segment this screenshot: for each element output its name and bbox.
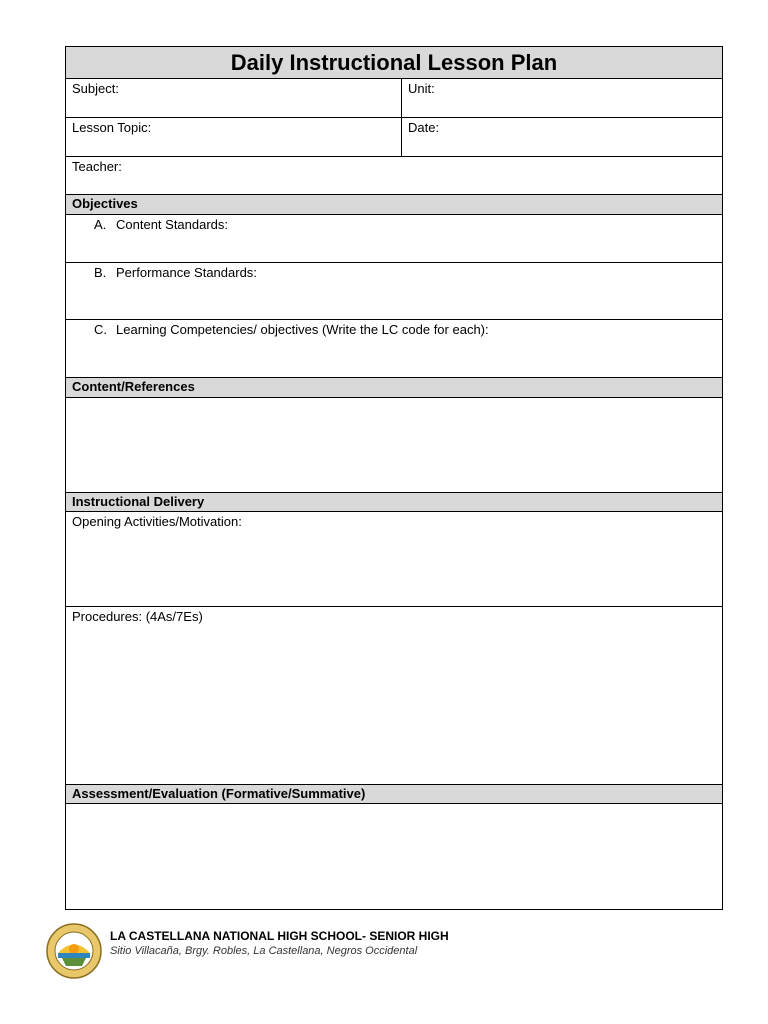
topic-date-row (66, 118, 722, 157)
school-address: Sitio Villacaña, Brgy. Robles, La Castellana, Negros Occidental (110, 945, 418, 957)
procedures-field[interactable]: Procedures: (4As/7Es) (66, 607, 722, 785)
opening-activities-field[interactable]: Opening Activities/Motivation: (66, 512, 722, 607)
content-references-field[interactable] (66, 398, 722, 493)
objective-label: Content Standards: (116, 217, 229, 232)
objective-letter: A. (94, 217, 107, 232)
teacher-row (66, 157, 722, 195)
school-name: LA CASTELLANA NATIONAL HIGH SCHOOL- SENIOR HIGH (110, 929, 449, 943)
assessment-header: Assessment/Evaluation (Formative/Summative) (66, 785, 722, 804)
assessment-field[interactable] (66, 804, 722, 909)
footer (44, 920, 644, 980)
subject-unit-row (66, 79, 722, 118)
lesson-plan-form (65, 46, 723, 910)
performance-standards-field[interactable] (66, 263, 722, 320)
objectives-header: Objectives (66, 195, 722, 215)
objective-label: Learning Competencies/ objectives (Write the LC code for each): (116, 322, 489, 337)
teacher-field[interactable]: Teacher: (72, 159, 122, 174)
content-references-header: Content/References (66, 378, 722, 398)
objective-letter: B. (94, 265, 107, 280)
instructional-delivery-header: Instructional Delivery (66, 493, 722, 512)
content-standards-field[interactable] (66, 215, 722, 263)
date-field[interactable]: Date: (408, 120, 440, 135)
subject-field[interactable]: Subject: (66, 79, 402, 117)
page-title: Daily Instructional Lesson Plan (66, 47, 722, 79)
lesson-topic-field[interactable]: Lesson Topic: (66, 118, 402, 156)
learning-competencies-field[interactable] (66, 320, 722, 378)
school-seal-logo (44, 922, 104, 980)
objective-letter: C. (94, 322, 107, 337)
objective-label: Performance Standards: (116, 265, 257, 280)
unit-field[interactable]: Unit: (408, 81, 435, 96)
